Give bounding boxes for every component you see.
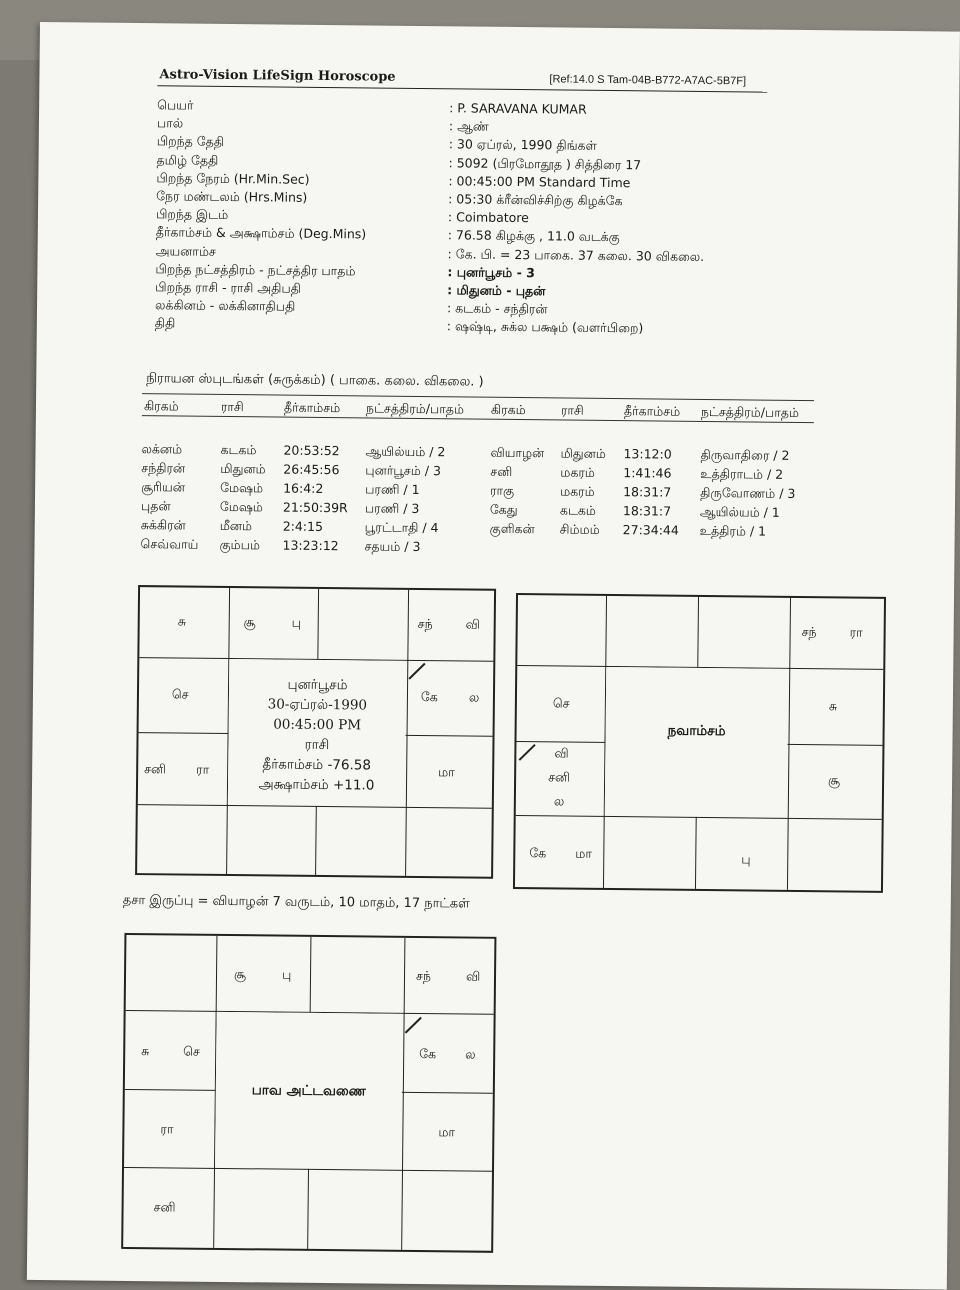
grid-line — [307, 1169, 309, 1249]
table-cell: ஆயில்யம் / 1 — [699, 503, 780, 520]
planet-label: சந் — [801, 624, 817, 640]
planet-label: பு — [281, 966, 292, 982]
table-cell: ஆயில்யம் / 2 — [365, 443, 446, 460]
grid-line — [315, 806, 317, 875]
table-cell: மேஷம் — [220, 479, 264, 496]
planet-label: செ — [183, 1043, 200, 1059]
col-header-planet: கிரகம் — [143, 398, 179, 414]
col-header-rasi: ராசி — [220, 398, 244, 415]
col-header-nakshatra: நட்சத்திரம்/பாதம் — [700, 403, 800, 420]
table-cell: பரணி / 1 — [365, 481, 420, 498]
info-label: திதி — [154, 315, 176, 331]
dasa-balance: தசா இருப்பு = வியாழன் 7 வருடம், 10 மாதம், 17 நாட்கள் — [122, 892, 470, 912]
table-cell: வியாழன் — [490, 444, 545, 461]
planet-label: சு — [177, 613, 186, 629]
grid-line — [317, 589, 319, 659]
planet-label: மா — [438, 1124, 456, 1140]
info-label: அயனாம்ச — [155, 242, 216, 259]
lagna-marker — [408, 663, 425, 680]
table-cell: குளிகன் — [489, 520, 535, 537]
center-line: தீர்காம்சம் -76.58 — [262, 756, 372, 774]
center-line: 00:45:00 PM — [273, 716, 362, 734]
table-cell: கேது — [489, 501, 518, 518]
info-value: : ஆண் — [449, 118, 489, 135]
planet-label: ரா — [849, 624, 863, 640]
planet-label: கே — [419, 1046, 437, 1062]
center-line: ராசி — [304, 736, 330, 754]
table-cell: சந்திரன் — [141, 460, 186, 476]
info-label: தீர்காம்சம் & அக்ஷாம்சம் (Deg.Mins) — [155, 224, 367, 242]
info-label: பிறந்த நேரம் (Hr.Min.Sec) — [156, 169, 310, 187]
info-label: லக்கினம் - லக்கினாதிபதி — [154, 297, 296, 314]
info-value: : 00:45:00 PM Standard Time — [448, 173, 630, 190]
table-cell: சதயம் / 3 — [364, 538, 421, 555]
info-value: : புனர்பூசம் - 3 — [447, 264, 535, 282]
info-value: : Coimbatore — [448, 209, 529, 225]
planet-label: ல — [553, 793, 565, 809]
info-value: : 30 ஏப்ரல், 1990 திங்கள் — [449, 137, 597, 156]
planet-label: செ — [552, 695, 570, 711]
table-cell: மிதுனம் — [560, 445, 606, 461]
table-cell: 20:53:52 — [283, 442, 340, 459]
center-line: புனர்பூசம் — [287, 676, 348, 694]
col-header-rasi: ராசி — [560, 402, 584, 418]
info-label: பிறந்த ராசி - ராசி அதிபதி — [155, 279, 302, 296]
document-title: Astro-Vision LifeSign Horoscope — [159, 67, 396, 85]
table-cell: 2:4:15 — [282, 518, 324, 534]
info-value: : மிதுனம் - புதன் — [447, 282, 545, 300]
col-header-longitude: தீர்காம்சம் — [283, 399, 341, 416]
table-cell: 13:12:0 — [623, 446, 672, 462]
planet-label: சு — [141, 1043, 150, 1059]
planet-label: வி — [554, 745, 569, 761]
info-label: தமிழ் தேதி — [156, 151, 219, 168]
grid-line — [695, 817, 697, 889]
planet-label: ரா — [160, 1121, 174, 1137]
planet-label: வி — [465, 968, 481, 984]
planet-label: சந் — [417, 615, 433, 632]
table-cell: பூரட்டாதி / 4 — [364, 519, 439, 536]
table-cell: ராகு — [490, 482, 515, 498]
lagna-marker — [405, 1017, 422, 1034]
table-cell: 27:34:44 — [622, 522, 679, 538]
planet-label: கே — [420, 689, 438, 705]
planet-label: சனி — [153, 1199, 176, 1215]
planet-label: கே — [529, 845, 547, 861]
table-cell: சுக்கிரன் — [140, 517, 186, 533]
navamsa-chart — [513, 593, 886, 893]
info-value: : ஷஷ்டி, சுக்ல பக்ஷம் (வளர்பிறை) — [447, 319, 644, 338]
planet-label: ல — [468, 689, 480, 705]
planet-label: சனி — [144, 761, 167, 777]
lagna-marker — [519, 744, 536, 761]
table-cell: மகரம் — [560, 483, 595, 499]
planet-label: சந் — [415, 967, 432, 984]
table-cell: புனர்பூசம் / 3 — [365, 462, 442, 479]
info-label: பெயர் — [157, 97, 194, 113]
table-cell: 1:41:46 — [623, 465, 672, 481]
planet-label: சு — [828, 698, 838, 714]
info-label: பிறந்த தேதி — [156, 133, 225, 150]
col-header-longitude: தீர்காம்சம் — [623, 403, 681, 419]
navamsa-chart-title: நவாம்சம் — [667, 722, 726, 740]
planet-label: வி — [465, 616, 481, 632]
table-cell: உத்திரம் / 1 — [699, 522, 767, 539]
info-value: : P. SARAVANA KUMAR — [449, 100, 587, 116]
birth-details — [155, 97, 797, 340]
table-cell: 18:31:7 — [623, 484, 672, 500]
info-value: : கே. பி. = 23 பாகை. 37 கலை. 30 விகலை. — [448, 246, 705, 266]
planet-label: ல — [465, 1046, 476, 1062]
grid-line — [401, 938, 405, 1250]
bhava-chart — [121, 933, 496, 1253]
grid-line — [405, 590, 409, 876]
table-cell: உத்திராடம் / 2 — [700, 465, 784, 482]
bhava-chart-title: பாவ அட்டவணை — [251, 1082, 366, 1100]
chart-center-box — [605, 667, 789, 817]
planet-label: சூ — [233, 966, 247, 982]
planet-label: பு — [291, 614, 302, 630]
table-cell: கும்பம் — [219, 536, 261, 553]
table-cell: பரணி / 3 — [364, 500, 420, 516]
table-cell: லக்னம் — [141, 441, 183, 457]
planet-label: சூ — [828, 772, 841, 788]
table-cell: மகரம் — [560, 464, 595, 480]
info-label: பால் — [156, 115, 184, 131]
info-value: : 05:30 க்ரீன்விச்சிற்கு கிழக்கே — [448, 191, 623, 210]
planet-label: ரா — [196, 761, 210, 777]
table-cell: 26:45:56 — [283, 461, 340, 478]
info-label: நேர மண்டலம் (Hrs.Mins) — [156, 188, 308, 205]
info-label: பிறந்த இடம் — [155, 206, 229, 223]
info-value: : 76.58 கிழக்கு , 11.0 வடக்கு — [448, 228, 620, 247]
table-cell: கடகம் — [220, 441, 257, 458]
col-header-planet: கிரகம் — [490, 401, 526, 418]
planet-label: மா — [575, 845, 592, 861]
planet-label: செ — [171, 686, 189, 702]
planet-label: மா — [438, 764, 455, 780]
center-line: 30-ஏப்ரல்-1990 — [267, 696, 368, 714]
planet-label: சூ — [243, 614, 256, 630]
table-cell: 18:31:7 — [622, 503, 672, 519]
rasi-chart — [135, 585, 496, 879]
table-cell: சிம்மம் — [559, 521, 600, 537]
table-cell: மிதுனம் — [220, 460, 266, 477]
horoscope-page — [27, 22, 960, 1290]
table-cell: சூரியன் — [141, 479, 186, 495]
table-cell: 13:23:12 — [282, 537, 339, 554]
grid-line — [310, 937, 312, 1012]
center-line: அக்ஷாம்சம் +11.0 — [258, 776, 375, 794]
reference-code: [Ref:14.0 S Tam-04B-B772-A7AC-5B7F] — [549, 73, 747, 88]
table-cell: மேஷம் — [219, 498, 263, 515]
table-cell: 16:4:2 — [283, 480, 324, 496]
table-cell: கடகம் — [559, 502, 596, 518]
table-cell: திருவோணம் / 3 — [700, 484, 796, 501]
table-cell: 21:50:39R — [282, 499, 348, 516]
info-value: : 5092 (பிரமோதூத ) சித்திரை 17 — [448, 155, 641, 174]
planet-label: சனி — [548, 769, 571, 785]
col-header-nakshatra: நட்சத்திரம்/பாதம் — [365, 400, 465, 417]
grid-line — [697, 597, 699, 667]
table-cell: சனி — [490, 463, 513, 479]
sputa-section-title: நிராயன ஸ்புடங்கள் (சுருக்கம்) ( பாகை. கலை. விகலை. ) — [146, 371, 484, 390]
table-cell: திருவாதிரை / 2 — [700, 446, 790, 463]
info-value: : கடகம் - சந்திரன் — [447, 300, 548, 318]
table-cell: புதன் — [140, 498, 171, 514]
planet-label: பு — [741, 851, 751, 867]
rasi-chart-center-text — [228, 674, 406, 796]
info-label: பிறந்த நட்சத்திரம் - நட்சத்திர பாதம் — [155, 260, 356, 279]
table-cell: செவ்வாய் — [140, 536, 199, 552]
table-cell: மீனம் — [219, 517, 253, 534]
